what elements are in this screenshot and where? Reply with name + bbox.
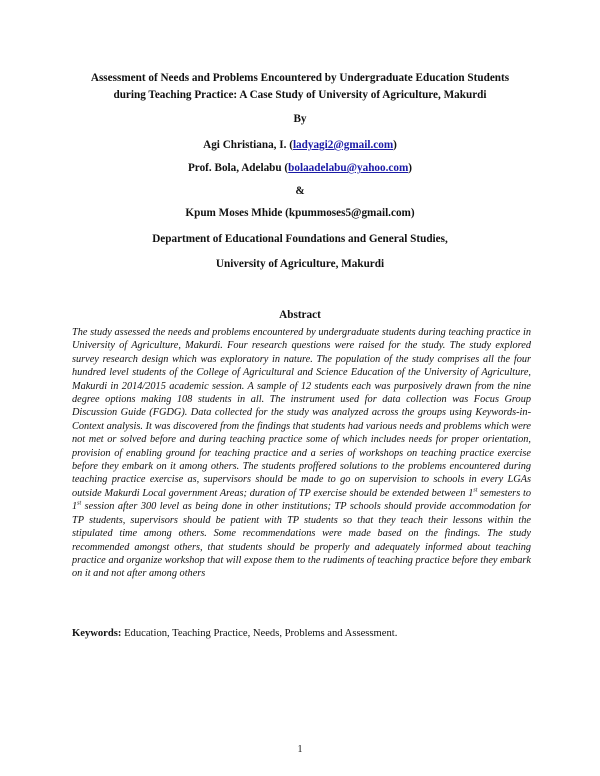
university: University of Agriculture, Makurdi (215, 258, 385, 270)
abstract-text-part-2: semesters to 1 (72, 487, 532, 513)
superscript-1: st (473, 487, 478, 494)
author-1-email-link[interactable]: ladyagi2@gmail.com (292, 139, 394, 151)
abstract-heading: Abstract (279, 309, 321, 321)
author-2-close: ) (408, 162, 413, 174)
abstract-text-part-1: The study assessed the needs and problems encountered by undergraduate students during teaching practice in University of Agriculture, Makurdi. Four research questions were raised for the study. The study explored survey research design which was exploratory in nature. The population of the study comprises all the four hundred level students of the College of Agricultural and Science Education of the University of Agriculture, Makurdi in 2014/2015 academic session. A sample of 12 students each was purposively drawn from the nine degree options making 108 students in all. The instrument used for data collection was Focus Group Discussion Guide (FGDG). Data collected for the study was analyzed across the groups using Keywords-in-Context analysis. It was discovered from the findings that students had various needs and problems which were not met or solved before and during teaching practice some of which includes needs for proper orientation, provision of enabling ground for teaching practice and a series of workshops on teaching practice exercise before they embark on it among others. The students proffered solutions to the problems encountered during teaching practice exercise as, supervisors should be made to go on supervision to schools in every LGAs outside Makurdi Local government Areas; duration of TP exercise should be extended between 1 (72, 327, 531, 499)
paper-title (70, 70, 530, 104)
superscript-2: st (77, 500, 82, 507)
author-1 (60, 138, 540, 152)
author-2-name: Prof. Bola, Adelabu ( (187, 162, 289, 174)
by-line: By (293, 113, 307, 125)
author-2-email-link[interactable]: bolaadelabu@yahoo.com (288, 162, 409, 174)
page-number: 1 (297, 744, 303, 755)
keywords-text: Education, Teaching Practice, Needs, Problems and Assessment. (121, 628, 398, 639)
ampersand: & (295, 185, 305, 197)
abstract-text-part-3: session after 300 level as being done in other institutions; TP schools should provide accommodation for TP students, supervisors should be patient with TP students so that they teach their lessons within the stipulated time among others. Some recommendations were made based on the findings. The study recommended amongst others, that students should be properly and adequately informed about teaching practice and organize workshop that will expose them to the rudiments of teaching practice before they embark on it and not after among others (72, 501, 531, 580)
title-line-2: during Teaching Practice: A Case Study of University of Agriculture, Makurdi (113, 89, 487, 101)
author-3: Kpum Moses Mhide (kpummoses5@gmail.com) (185, 207, 415, 219)
author-1-close: ) (393, 139, 397, 151)
department: Department of Educational Foundations and General Studies, (152, 233, 448, 245)
title-line-1: Assessment of Needs and Problems Encountered by Undergraduate Education Students (90, 72, 510, 84)
author-2 (60, 161, 540, 175)
author-1-name: Agi Christiana, I. ( (203, 139, 293, 151)
keywords-label: Keywords: (72, 628, 122, 639)
keywords (72, 627, 531, 641)
abstract-body (72, 326, 531, 581)
